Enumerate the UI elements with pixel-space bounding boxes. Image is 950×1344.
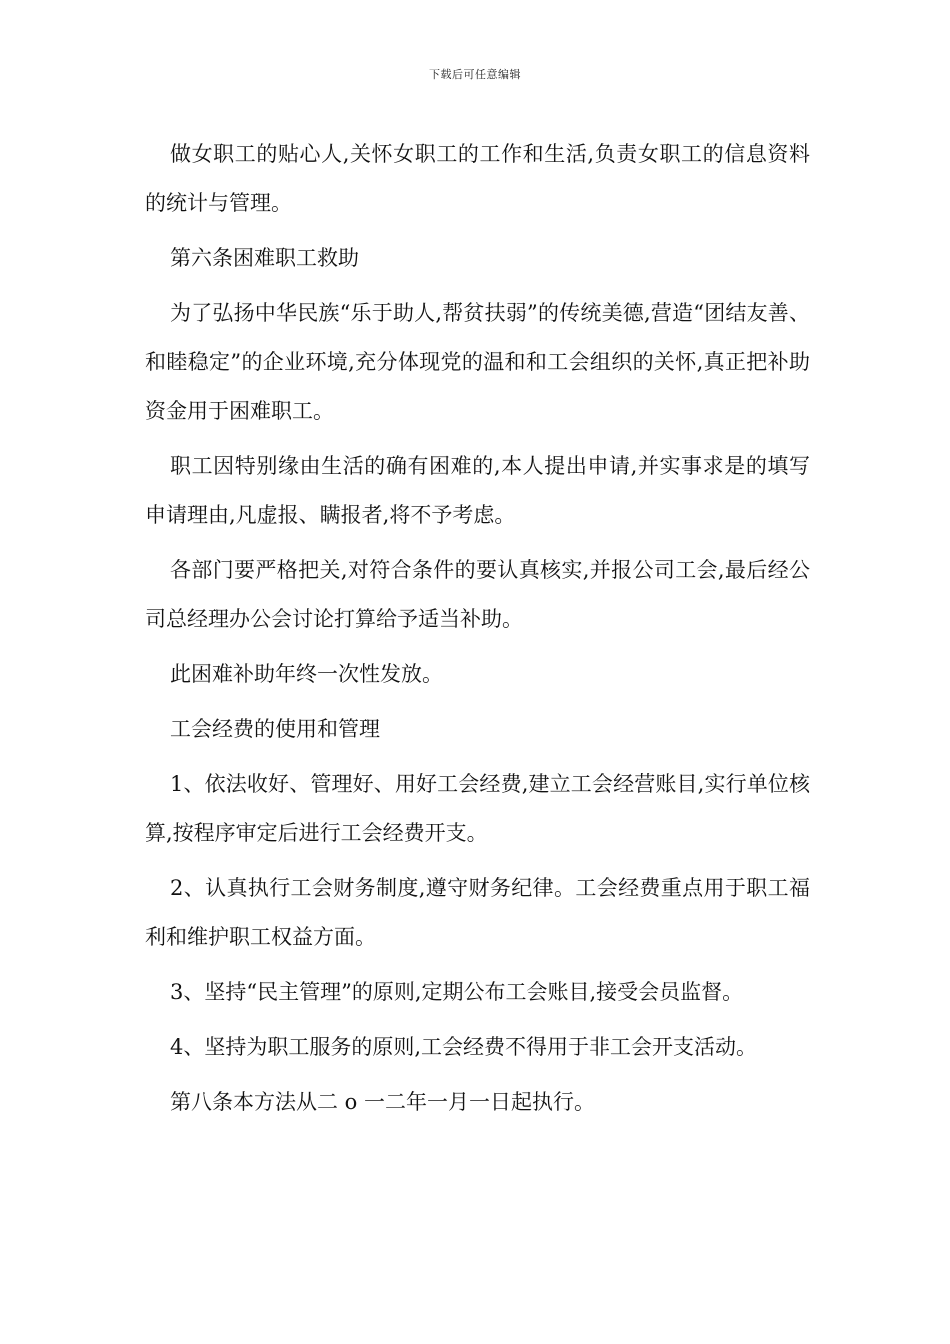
paragraph-verification: 各部门要严格把关,对符合条件的要认真核实,并报公司工会,最后经公司总经理办公会讨论打算给予适当补助。 — [145, 558, 810, 631]
list-item-4: 4、坚持为职工服务的原则,工会经费不得用于非工会开支活动。 — [170, 1035, 758, 1059]
list-item-2: 2、认真执行工会财务制度,遵守财务纪律。工会经费重点用于职工福利和维护职工权益方面。 — [145, 876, 810, 949]
section-heading-union-funds: 工会经费的使用和管理 — [170, 717, 380, 741]
paragraph-distribution: 此困难补助年终一次性发放。 — [170, 662, 443, 686]
document-body — [145, 130, 810, 1133]
section-heading-article-6: 第六条困难职工救助 — [170, 246, 359, 270]
list-item-1: 1、依法收好、管理好、用好工会经费,建立工会经营账目,实行单位核算,按程序审定后进行工会经费开支。 — [145, 772, 810, 845]
list-item-3: 3、坚持“民主管理”的原则,定期公布工会账目,接受会员监督。 — [170, 980, 744, 1004]
paragraph-women-workers: 做女职工的贴心人,关怀女职工的工作和生活,负责女职工的信息资料的统计与管理。 — [145, 142, 810, 215]
page-header: 下载后可任意编辑 — [429, 68, 521, 81]
paragraph-purpose: 为了弘扬中华民族“乐于助人,帮贫扶弱”的传统美德,营造“团结友善、和睦稳定”的企业环境,充分体现党的温和和工会组织的关怀,真正把补助资金用于困难职工。 — [145, 301, 810, 423]
paragraph-application: 职工因特别缘由生活的确有困难的,本人提出申请,并实事求是的填写申请理由,凡虚报、瞒报者,将不予考虑。 — [145, 454, 810, 527]
paragraph-article-8: 第八条本方法从二 o 一二年一月一日起执行。 — [170, 1090, 595, 1114]
